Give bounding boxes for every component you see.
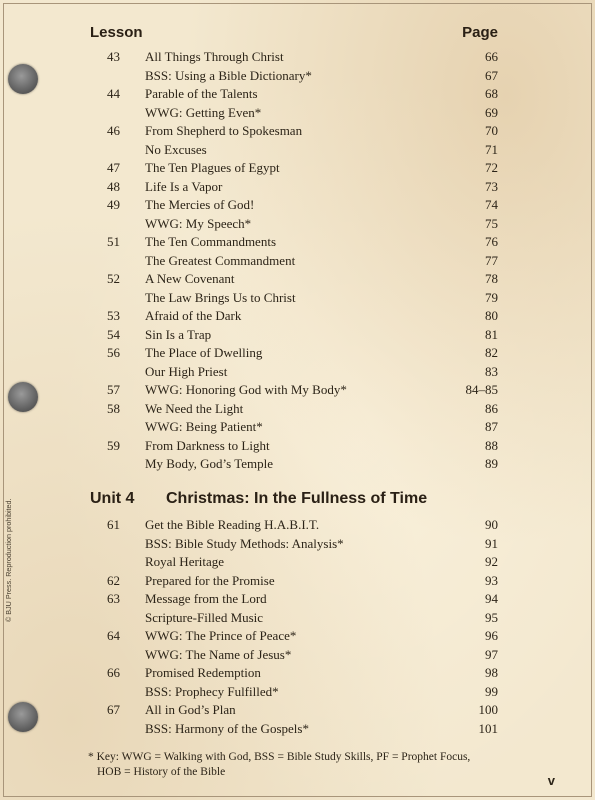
page-number-cell: 100: [478, 702, 498, 717]
lesson-title: The Ten Commandments: [145, 234, 276, 249]
toc-row: [0, 48, 595, 67]
lesson-list-section-1: [0, 48, 595, 474]
toc-row: [0, 270, 595, 289]
toc-row: [0, 381, 595, 400]
page-number-cell: 74: [485, 197, 498, 212]
toc-row: [0, 252, 595, 271]
lesson-title: BSS: Bible Study Methods: Analysis*: [145, 535, 344, 551]
lesson-title: The Law Brings Us to Christ: [145, 289, 296, 305]
toc-row: [0, 67, 595, 86]
lesson-number: 64: [107, 628, 120, 643]
lesson-number: 56: [107, 345, 120, 360]
lesson-number: 57: [107, 382, 120, 397]
lesson-title: Our High Priest: [145, 363, 228, 379]
toc-row: [0, 437, 595, 456]
page-number-cell: 77: [485, 252, 498, 268]
toc-row: [0, 178, 595, 197]
page-number-cell: 75: [485, 215, 498, 231]
lesson-title: Life Is a Vapor: [145, 178, 223, 194]
page-number-cell: 81: [485, 326, 498, 342]
page-number-cell: 101: [478, 720, 498, 736]
toc-row: [0, 159, 595, 178]
toc-row: [0, 141, 595, 160]
lesson-title: WWG: Honoring God with My Body*: [145, 382, 347, 397]
toc-row: [0, 720, 595, 739]
lesson-title: WWG: Being Patient*: [145, 419, 263, 434]
page-number-cell: 78: [485, 271, 498, 286]
lesson-title: WWG: Getting Even*: [145, 104, 262, 120]
lesson-number: 47: [107, 160, 120, 175]
lesson-number: 63: [107, 591, 120, 606]
page-number-cell: 87: [485, 419, 498, 434]
lesson-title: WWG: The Name of Jesus*: [145, 646, 292, 662]
lesson-number: 61: [107, 517, 120, 532]
lesson-title: The Greatest Commandment: [145, 252, 296, 268]
page-number-cell: 90: [485, 517, 498, 532]
page-number-cell: 82: [485, 345, 498, 360]
toc-row: [0, 553, 595, 572]
lesson-number: 49: [107, 197, 120, 212]
page-number-cell: 68: [485, 86, 498, 101]
toc-row: [0, 363, 595, 382]
lesson-number: 53: [107, 308, 120, 323]
page-number-cell: 80: [485, 308, 498, 323]
lesson-title: BSS: Harmony of the Gospels*: [145, 720, 309, 736]
page-number-cell: 95: [485, 609, 498, 625]
page-number-cell: 86: [485, 400, 498, 416]
footnote-key: [88, 750, 508, 780]
lesson-title: A New Covenant: [145, 271, 235, 286]
toc-row: [0, 664, 595, 683]
lesson-title: We Need the Light: [145, 400, 244, 416]
page-number-cell: 76: [485, 234, 498, 249]
page-number-cell: 79: [485, 289, 498, 305]
copyright-notice: © BJU Press. Reproduction prohibited.: [4, 498, 13, 622]
page-number-cell: 89: [485, 456, 498, 471]
toc-row: [0, 609, 595, 628]
page-number-cell: 83: [485, 363, 498, 379]
toc-row: [0, 85, 595, 104]
page-column-header: Page: [462, 24, 498, 41]
page-number-cell: 69: [485, 104, 498, 120]
toc-row: [0, 307, 595, 326]
toc-row: [0, 326, 595, 345]
page-number-cell: 72: [485, 160, 498, 175]
page-number-cell: 67: [485, 67, 498, 83]
lesson-title: Message from the Lord: [145, 591, 267, 606]
toc-row: [0, 400, 595, 419]
toc-row: [0, 627, 595, 646]
lesson-number: 67: [107, 702, 120, 717]
lesson-title: BSS: Prophecy Fulfilled*: [145, 683, 279, 699]
toc-row: [0, 418, 595, 437]
toc-row: [0, 289, 595, 308]
footnote-line-2: HOB = History of the Bible: [97, 766, 226, 778]
toc-row: [0, 572, 595, 591]
toc-row: [0, 104, 595, 123]
lesson-title: Scripture-Filled Music: [145, 609, 264, 625]
lesson-number: 43: [107, 49, 120, 64]
page-number-cell: 70: [485, 123, 498, 138]
lesson-title: BSS: Using a Bible Dictionary*: [145, 67, 312, 83]
page-number-cell: 84–85: [465, 382, 498, 397]
lesson-number: 52: [107, 271, 120, 286]
lesson-title: WWG: The Prince of Peace*: [145, 628, 297, 643]
lesson-title: Royal Heritage: [145, 554, 225, 569]
lesson-number: 48: [107, 178, 120, 194]
toc-row: [0, 535, 595, 554]
toc-row: [0, 590, 595, 609]
toc-row: [0, 233, 595, 252]
page-number-cell: 98: [485, 665, 498, 680]
toc-row: [0, 516, 595, 535]
lesson-title: Get the Bible Reading H.A.B.I.T.: [145, 517, 320, 532]
toc-row: [0, 215, 595, 234]
toc-row: [0, 344, 595, 363]
lesson-title: All in God’s Plan: [145, 702, 236, 717]
lesson-title: No Excuses: [145, 141, 207, 157]
lesson-column-header: Lesson: [90, 24, 143, 41]
lesson-number: 58: [107, 400, 120, 416]
page-number-cell: 93: [485, 572, 498, 588]
toc-row: [0, 683, 595, 702]
lesson-number: 62: [107, 572, 120, 588]
footnote-line-1: * Key: WWG = Walking with God, BSS = Bible Study Skills, PF = Prophet Focus,: [88, 751, 471, 763]
toc-row: [0, 122, 595, 141]
lesson-title: Parable of the Talents: [145, 86, 258, 101]
page-number-cell: 73: [485, 178, 498, 194]
page-number-cell: 99: [485, 683, 498, 699]
toc-row: [0, 455, 595, 474]
lesson-number: 46: [107, 123, 120, 138]
lesson-title: The Place of Dwelling: [145, 345, 263, 360]
lesson-number: 44: [107, 86, 120, 101]
lesson-title: From Darkness to Light: [145, 437, 270, 453]
page-number-cell: 66: [485, 49, 498, 64]
lesson-title: Afraid of the Dark: [145, 308, 242, 323]
lesson-title: Prepared for the Promise: [145, 572, 275, 588]
lesson-title: Promised Redemption: [145, 665, 261, 680]
page-number-cell: 91: [485, 535, 498, 551]
page-number-cell: 97: [485, 646, 498, 662]
page-number-cell: 92: [485, 554, 498, 569]
lesson-title: The Ten Plagues of Egypt: [145, 160, 280, 175]
lesson-title: WWG: My Speech*: [145, 215, 252, 231]
lesson-number: 54: [107, 326, 120, 342]
page-number: v: [547, 773, 555, 788]
unit-label: Unit 4: [90, 490, 135, 507]
page-number-cell: 71: [485, 141, 498, 157]
lesson-title: All Things Through Christ: [145, 49, 284, 64]
page-number-cell: 96: [485, 628, 498, 643]
lesson-title: Sin Is a Trap: [145, 326, 212, 342]
unit-title: Christmas: In the Fullness of Time: [166, 490, 428, 507]
toc-row: [0, 196, 595, 215]
page-number-cell: 94: [485, 591, 498, 606]
lesson-number: 66: [107, 665, 120, 680]
lesson-number: 59: [107, 437, 120, 453]
lesson-title: My Body, God’s Temple: [145, 456, 274, 471]
toc-row: [0, 646, 595, 665]
page-number-cell: 88: [485, 437, 498, 453]
toc-row: [0, 701, 595, 720]
lesson-title: From Shepherd to Spokesman: [145, 123, 303, 138]
lesson-title: The Mercies of God!: [145, 197, 255, 212]
lesson-list-section-2: [0, 516, 595, 738]
lesson-number: 51: [107, 234, 120, 249]
